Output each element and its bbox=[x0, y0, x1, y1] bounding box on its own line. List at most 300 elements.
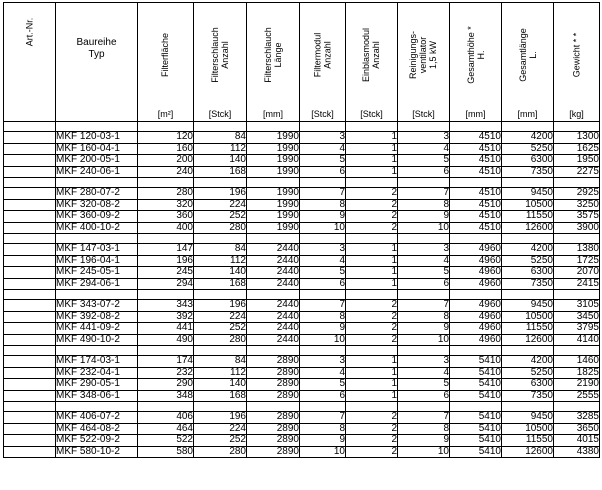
spacer-cell bbox=[450, 178, 502, 188]
value-cell: 4380 bbox=[554, 446, 600, 458]
type-cell: MKF 245-05-1 bbox=[56, 267, 138, 279]
value-cell: 2 bbox=[346, 211, 398, 223]
unit-cell: [m²] bbox=[138, 106, 194, 121]
header-col-7-l1: Gesamtlänge bbox=[517, 27, 528, 82]
type-cell: MKF 406-07-2 bbox=[56, 412, 138, 424]
value-cell: 1 bbox=[346, 267, 398, 279]
spacer-cell bbox=[398, 402, 450, 412]
value-cell: 3795 bbox=[554, 323, 600, 335]
value-cell: 10500 bbox=[502, 199, 554, 211]
value-cell: 464 bbox=[138, 423, 194, 435]
value-cell: 348 bbox=[138, 390, 194, 402]
art-nr-cell bbox=[4, 143, 56, 155]
value-cell: 5 bbox=[300, 155, 346, 167]
value-cell: 2440 bbox=[247, 334, 300, 346]
spacer-cell bbox=[300, 290, 346, 300]
spacer-cell bbox=[56, 234, 138, 244]
value-cell: 4960 bbox=[450, 267, 502, 279]
group-spacer-row bbox=[4, 402, 600, 412]
spacer-cell bbox=[194, 234, 247, 244]
header-filterflaeche bbox=[138, 3, 194, 107]
type-cell: MKF 290-05-1 bbox=[56, 379, 138, 391]
value-cell: 140 bbox=[194, 155, 247, 167]
value-cell: 174 bbox=[138, 356, 194, 368]
spacer-cell bbox=[300, 178, 346, 188]
value-cell: 7 bbox=[398, 188, 450, 200]
value-cell: 168 bbox=[194, 166, 247, 178]
value-cell: 2 bbox=[346, 334, 398, 346]
value-cell: 10500 bbox=[502, 423, 554, 435]
value-cell: 360 bbox=[138, 211, 194, 223]
value-cell: 5 bbox=[300, 267, 346, 279]
table-row bbox=[4, 222, 600, 234]
value-cell: 4510 bbox=[450, 199, 502, 211]
value-cell: 320 bbox=[138, 199, 194, 211]
value-cell: 1990 bbox=[247, 132, 300, 144]
art-nr-cell bbox=[4, 423, 56, 435]
spacer-cell bbox=[346, 346, 398, 356]
spacer-cell bbox=[4, 234, 56, 244]
table-row bbox=[4, 211, 600, 223]
art-nr-cell bbox=[4, 446, 56, 458]
value-cell: 5410 bbox=[450, 435, 502, 447]
table-row bbox=[4, 334, 600, 346]
value-cell: 7350 bbox=[502, 278, 554, 290]
value-cell: 1 bbox=[346, 379, 398, 391]
value-cell: 196 bbox=[194, 300, 247, 312]
value-cell: 2275 bbox=[554, 166, 600, 178]
spacer-cell bbox=[502, 122, 554, 132]
value-cell: 280 bbox=[138, 188, 194, 200]
spacer-cell bbox=[247, 346, 300, 356]
value-cell: 9 bbox=[300, 435, 346, 447]
spacer-cell bbox=[502, 178, 554, 188]
value-cell: 120 bbox=[138, 132, 194, 144]
spec-table bbox=[3, 2, 600, 458]
value-cell: 4 bbox=[398, 367, 450, 379]
table-row bbox=[4, 278, 600, 290]
value-cell: 490 bbox=[138, 334, 194, 346]
header-art-nr bbox=[4, 3, 56, 122]
art-nr-cell bbox=[4, 367, 56, 379]
value-cell: 9 bbox=[398, 211, 450, 223]
value-cell: 580 bbox=[138, 446, 194, 458]
header-filtermodul-anzahl bbox=[300, 3, 346, 107]
table-row bbox=[4, 300, 600, 312]
type-cell: MKF 392-08-2 bbox=[56, 311, 138, 323]
value-cell: 406 bbox=[138, 412, 194, 424]
spacer-cell bbox=[247, 178, 300, 188]
value-cell: 6 bbox=[300, 166, 346, 178]
spacer-cell bbox=[554, 122, 600, 132]
value-cell: 1 bbox=[346, 166, 398, 178]
spacer-cell bbox=[194, 402, 247, 412]
spacer-cell bbox=[4, 178, 56, 188]
value-cell: 5250 bbox=[502, 367, 554, 379]
spacer-cell bbox=[346, 178, 398, 188]
art-nr-cell bbox=[4, 334, 56, 346]
spacer-cell bbox=[502, 290, 554, 300]
value-cell: 3 bbox=[300, 244, 346, 256]
value-cell: 2440 bbox=[247, 244, 300, 256]
value-cell: 294 bbox=[138, 278, 194, 290]
type-cell: MKF 232-04-1 bbox=[56, 367, 138, 379]
spacer-cell bbox=[450, 122, 502, 132]
value-cell: 4510 bbox=[450, 155, 502, 167]
value-cell: 8 bbox=[398, 311, 450, 323]
value-cell: 10 bbox=[398, 222, 450, 234]
value-cell: 3 bbox=[398, 132, 450, 144]
art-nr-cell bbox=[4, 311, 56, 323]
value-cell: 2890 bbox=[247, 435, 300, 447]
table-row bbox=[4, 155, 600, 167]
table-row bbox=[4, 423, 600, 435]
group-spacer-row bbox=[4, 122, 600, 132]
table-row bbox=[4, 390, 600, 402]
value-cell: 252 bbox=[194, 211, 247, 223]
header-col-6-l1: Gesamthöhe * bbox=[465, 25, 476, 84]
value-cell: 4510 bbox=[450, 166, 502, 178]
spacer-cell bbox=[398, 178, 450, 188]
value-cell: 1 bbox=[346, 132, 398, 144]
header-col-8-l1: Gewicht * * bbox=[571, 32, 582, 77]
value-cell: 1 bbox=[346, 367, 398, 379]
spacer-cell bbox=[138, 178, 194, 188]
table-row bbox=[4, 379, 600, 391]
value-cell: 1 bbox=[346, 244, 398, 256]
type-cell: MKF 490-10-2 bbox=[56, 334, 138, 346]
spacer-cell bbox=[346, 290, 398, 300]
spacer-cell bbox=[194, 122, 247, 132]
table-row bbox=[4, 356, 600, 368]
value-cell: 12600 bbox=[502, 446, 554, 458]
type-cell: MKF 174-03-1 bbox=[56, 356, 138, 368]
spacer-cell bbox=[502, 346, 554, 356]
value-cell: 5250 bbox=[502, 255, 554, 267]
value-cell: 6300 bbox=[502, 155, 554, 167]
value-cell: 2890 bbox=[247, 423, 300, 435]
value-cell: 7 bbox=[300, 300, 346, 312]
value-cell: 2 bbox=[346, 412, 398, 424]
value-cell: 3450 bbox=[554, 311, 600, 323]
value-cell: 196 bbox=[138, 255, 194, 267]
value-cell: 6 bbox=[300, 390, 346, 402]
art-nr-cell bbox=[4, 300, 56, 312]
spacer-cell bbox=[4, 122, 56, 132]
header-baureihe-typ bbox=[56, 3, 138, 122]
value-cell: 9450 bbox=[502, 188, 554, 200]
value-cell: 4 bbox=[398, 255, 450, 267]
type-cell: MKF 343-07-2 bbox=[56, 300, 138, 312]
type-cell: MKF 200-05-1 bbox=[56, 155, 138, 167]
value-cell: 4140 bbox=[554, 334, 600, 346]
value-cell: 10500 bbox=[502, 311, 554, 323]
value-cell: 6 bbox=[398, 278, 450, 290]
header-gesamthoehe bbox=[450, 3, 502, 107]
value-cell: 343 bbox=[138, 300, 194, 312]
value-cell: 1460 bbox=[554, 356, 600, 368]
value-cell: 5 bbox=[398, 379, 450, 391]
spacer-cell bbox=[194, 346, 247, 356]
type-cell: MKF 360-09-2 bbox=[56, 211, 138, 223]
spacer-cell bbox=[300, 234, 346, 244]
value-cell: 3250 bbox=[554, 199, 600, 211]
value-cell: 2890 bbox=[247, 379, 300, 391]
value-cell: 290 bbox=[138, 379, 194, 391]
header-col-4-l1: Einblasmodul bbox=[361, 27, 372, 82]
value-cell: 4015 bbox=[554, 435, 600, 447]
value-cell: 2890 bbox=[247, 356, 300, 368]
header-col-1-l2: Anzahl bbox=[220, 40, 230, 69]
type-cell: MKF 240-06-1 bbox=[56, 166, 138, 178]
group-spacer-row bbox=[4, 234, 600, 244]
value-cell: 522 bbox=[138, 435, 194, 447]
value-cell: 3650 bbox=[554, 423, 600, 435]
value-cell: 4 bbox=[300, 367, 346, 379]
value-cell: 245 bbox=[138, 267, 194, 279]
spacer-cell bbox=[398, 234, 450, 244]
spacer-cell bbox=[56, 290, 138, 300]
value-cell: 112 bbox=[194, 367, 247, 379]
table-row bbox=[4, 188, 600, 200]
value-cell: 5410 bbox=[450, 423, 502, 435]
value-cell: 232 bbox=[138, 367, 194, 379]
value-cell: 280 bbox=[194, 334, 247, 346]
value-cell: 1 bbox=[346, 278, 398, 290]
value-cell: 5 bbox=[398, 267, 450, 279]
header-baureihe-label: Baureihe bbox=[76, 37, 117, 48]
art-nr-cell bbox=[4, 255, 56, 267]
type-cell: MKF 522-09-2 bbox=[56, 435, 138, 447]
value-cell: 1380 bbox=[554, 244, 600, 256]
spacer-cell bbox=[300, 346, 346, 356]
spacer-cell bbox=[346, 234, 398, 244]
table-row bbox=[4, 199, 600, 211]
value-cell: 2 bbox=[346, 423, 398, 435]
value-cell: 2440 bbox=[247, 255, 300, 267]
table-row bbox=[4, 412, 600, 424]
value-cell: 112 bbox=[194, 143, 247, 155]
value-cell: 2190 bbox=[554, 379, 600, 391]
value-cell: 9450 bbox=[502, 300, 554, 312]
unit-cell: [Stck] bbox=[300, 106, 346, 121]
value-cell: 7 bbox=[398, 300, 450, 312]
value-cell: 2 bbox=[346, 311, 398, 323]
value-cell: 224 bbox=[194, 199, 247, 211]
table-row bbox=[4, 166, 600, 178]
value-cell: 1625 bbox=[554, 143, 600, 155]
value-cell: 2 bbox=[346, 323, 398, 335]
spacer-cell bbox=[450, 290, 502, 300]
value-cell: 4510 bbox=[450, 222, 502, 234]
value-cell: 168 bbox=[194, 278, 247, 290]
value-cell: 2 bbox=[346, 188, 398, 200]
header-col-7-l2: L. bbox=[527, 50, 538, 59]
art-nr-cell bbox=[4, 435, 56, 447]
header-einblasmodul-anzahl bbox=[346, 3, 398, 107]
type-cell: MKF 280-07-2 bbox=[56, 188, 138, 200]
value-cell: 8 bbox=[300, 199, 346, 211]
art-nr-cell bbox=[4, 379, 56, 391]
art-nr-cell bbox=[4, 199, 56, 211]
value-cell: 8 bbox=[398, 423, 450, 435]
value-cell: 2440 bbox=[247, 267, 300, 279]
art-nr-cell bbox=[4, 267, 56, 279]
value-cell: 11550 bbox=[502, 435, 554, 447]
table-row bbox=[4, 132, 600, 144]
table-row bbox=[4, 311, 600, 323]
value-cell: 5410 bbox=[450, 367, 502, 379]
header-typ-label: Typ bbox=[88, 49, 105, 60]
art-nr-cell bbox=[4, 132, 56, 144]
value-cell: 252 bbox=[194, 323, 247, 335]
art-nr-cell bbox=[4, 188, 56, 200]
value-cell: 3 bbox=[398, 356, 450, 368]
spacer-cell bbox=[138, 290, 194, 300]
value-cell: 7350 bbox=[502, 166, 554, 178]
value-cell: 7 bbox=[300, 188, 346, 200]
value-cell: 10 bbox=[398, 446, 450, 458]
value-cell: 4200 bbox=[502, 244, 554, 256]
spacer-cell bbox=[56, 346, 138, 356]
value-cell: 224 bbox=[194, 423, 247, 435]
header-col-1-l1: Filterschlauch bbox=[210, 26, 220, 83]
header-gewicht bbox=[554, 3, 600, 107]
value-cell: 3105 bbox=[554, 300, 600, 312]
value-cell: 4960 bbox=[450, 323, 502, 335]
value-cell: 2440 bbox=[247, 278, 300, 290]
spacer-cell bbox=[247, 290, 300, 300]
value-cell: 3900 bbox=[554, 222, 600, 234]
value-cell: 4510 bbox=[450, 132, 502, 144]
unit-cell: [mm] bbox=[450, 106, 502, 121]
value-cell: 196 bbox=[194, 188, 247, 200]
value-cell: 5410 bbox=[450, 412, 502, 424]
header-reinigungsventilator bbox=[398, 3, 450, 107]
value-cell: 4960 bbox=[450, 311, 502, 323]
value-cell: 3575 bbox=[554, 211, 600, 223]
spacer-cell bbox=[194, 178, 247, 188]
value-cell: 12600 bbox=[502, 334, 554, 346]
value-cell: 9 bbox=[300, 211, 346, 223]
header-col-0-l1: Filterfläche bbox=[160, 32, 171, 77]
spacer-cell bbox=[56, 402, 138, 412]
art-nr-cell bbox=[4, 211, 56, 223]
value-cell: 3 bbox=[300, 356, 346, 368]
value-cell: 400 bbox=[138, 222, 194, 234]
header-col-2-l1: Filterschlauch bbox=[263, 26, 273, 83]
art-nr-cell bbox=[4, 244, 56, 256]
value-cell: 4960 bbox=[450, 278, 502, 290]
value-cell: 200 bbox=[138, 155, 194, 167]
type-cell: MKF 580-10-2 bbox=[56, 446, 138, 458]
value-cell: 1990 bbox=[247, 211, 300, 223]
value-cell: 84 bbox=[194, 244, 247, 256]
value-cell: 4200 bbox=[502, 356, 554, 368]
spacer-cell bbox=[502, 402, 554, 412]
value-cell: 4960 bbox=[450, 334, 502, 346]
type-cell: MKF 400-10-2 bbox=[56, 222, 138, 234]
value-cell: 2555 bbox=[554, 390, 600, 402]
spacer-cell bbox=[554, 402, 600, 412]
value-cell: 9 bbox=[300, 323, 346, 335]
spacer-cell bbox=[138, 346, 194, 356]
spacer-cell bbox=[194, 290, 247, 300]
value-cell: 224 bbox=[194, 311, 247, 323]
spacer-cell bbox=[4, 402, 56, 412]
table-row bbox=[4, 446, 600, 458]
value-cell: 4960 bbox=[450, 300, 502, 312]
value-cell: 147 bbox=[138, 244, 194, 256]
type-cell: MKF 441-09-2 bbox=[56, 323, 138, 335]
value-cell: 4 bbox=[300, 143, 346, 155]
header-filterschlauch-anzahl bbox=[194, 3, 247, 107]
value-cell: 112 bbox=[194, 255, 247, 267]
value-cell: 196 bbox=[194, 412, 247, 424]
value-cell: 11550 bbox=[502, 323, 554, 335]
type-cell: MKF 160-04-1 bbox=[56, 143, 138, 155]
unit-cell: [mm] bbox=[502, 106, 554, 121]
table-row bbox=[4, 244, 600, 256]
spacer-cell bbox=[138, 234, 194, 244]
value-cell: 2415 bbox=[554, 278, 600, 290]
value-cell: 2890 bbox=[247, 390, 300, 402]
art-nr-cell bbox=[4, 323, 56, 335]
value-cell: 2925 bbox=[554, 188, 600, 200]
value-cell: 240 bbox=[138, 166, 194, 178]
value-cell: 2440 bbox=[247, 311, 300, 323]
table-row bbox=[4, 435, 600, 447]
header-row bbox=[4, 3, 600, 107]
value-cell: 4510 bbox=[450, 143, 502, 155]
header-col-6-l2: H. bbox=[475, 50, 486, 60]
spacer-cell bbox=[450, 402, 502, 412]
value-cell: 1 bbox=[346, 390, 398, 402]
spacer-cell bbox=[300, 402, 346, 412]
group-spacer-row bbox=[4, 178, 600, 188]
spacer-cell bbox=[502, 234, 554, 244]
value-cell: 2 bbox=[346, 300, 398, 312]
type-cell: MKF 147-03-1 bbox=[56, 244, 138, 256]
header-col-5-l3: 1,5 kW bbox=[428, 40, 439, 69]
type-cell: MKF 464-08-2 bbox=[56, 423, 138, 435]
value-cell: 4200 bbox=[502, 132, 554, 144]
spacer-cell bbox=[247, 402, 300, 412]
spacer-cell bbox=[554, 290, 600, 300]
value-cell: 4510 bbox=[450, 211, 502, 223]
spacer-cell bbox=[300, 122, 346, 132]
value-cell: 11550 bbox=[502, 211, 554, 223]
unit-cell: [mm] bbox=[247, 106, 300, 121]
value-cell: 3285 bbox=[554, 412, 600, 424]
value-cell: 1 bbox=[346, 143, 398, 155]
value-cell: 5 bbox=[300, 379, 346, 391]
value-cell: 2440 bbox=[247, 323, 300, 335]
table-row bbox=[4, 255, 600, 267]
value-cell: 140 bbox=[194, 379, 247, 391]
value-cell: 6 bbox=[300, 278, 346, 290]
spacer-cell bbox=[450, 346, 502, 356]
value-cell: 2440 bbox=[247, 300, 300, 312]
value-cell: 252 bbox=[194, 435, 247, 447]
value-cell: 1 bbox=[346, 155, 398, 167]
value-cell: 6300 bbox=[502, 267, 554, 279]
spacer-cell bbox=[56, 178, 138, 188]
group-spacer-row bbox=[4, 346, 600, 356]
value-cell: 1825 bbox=[554, 367, 600, 379]
value-cell: 1725 bbox=[554, 255, 600, 267]
value-cell: 10 bbox=[300, 222, 346, 234]
